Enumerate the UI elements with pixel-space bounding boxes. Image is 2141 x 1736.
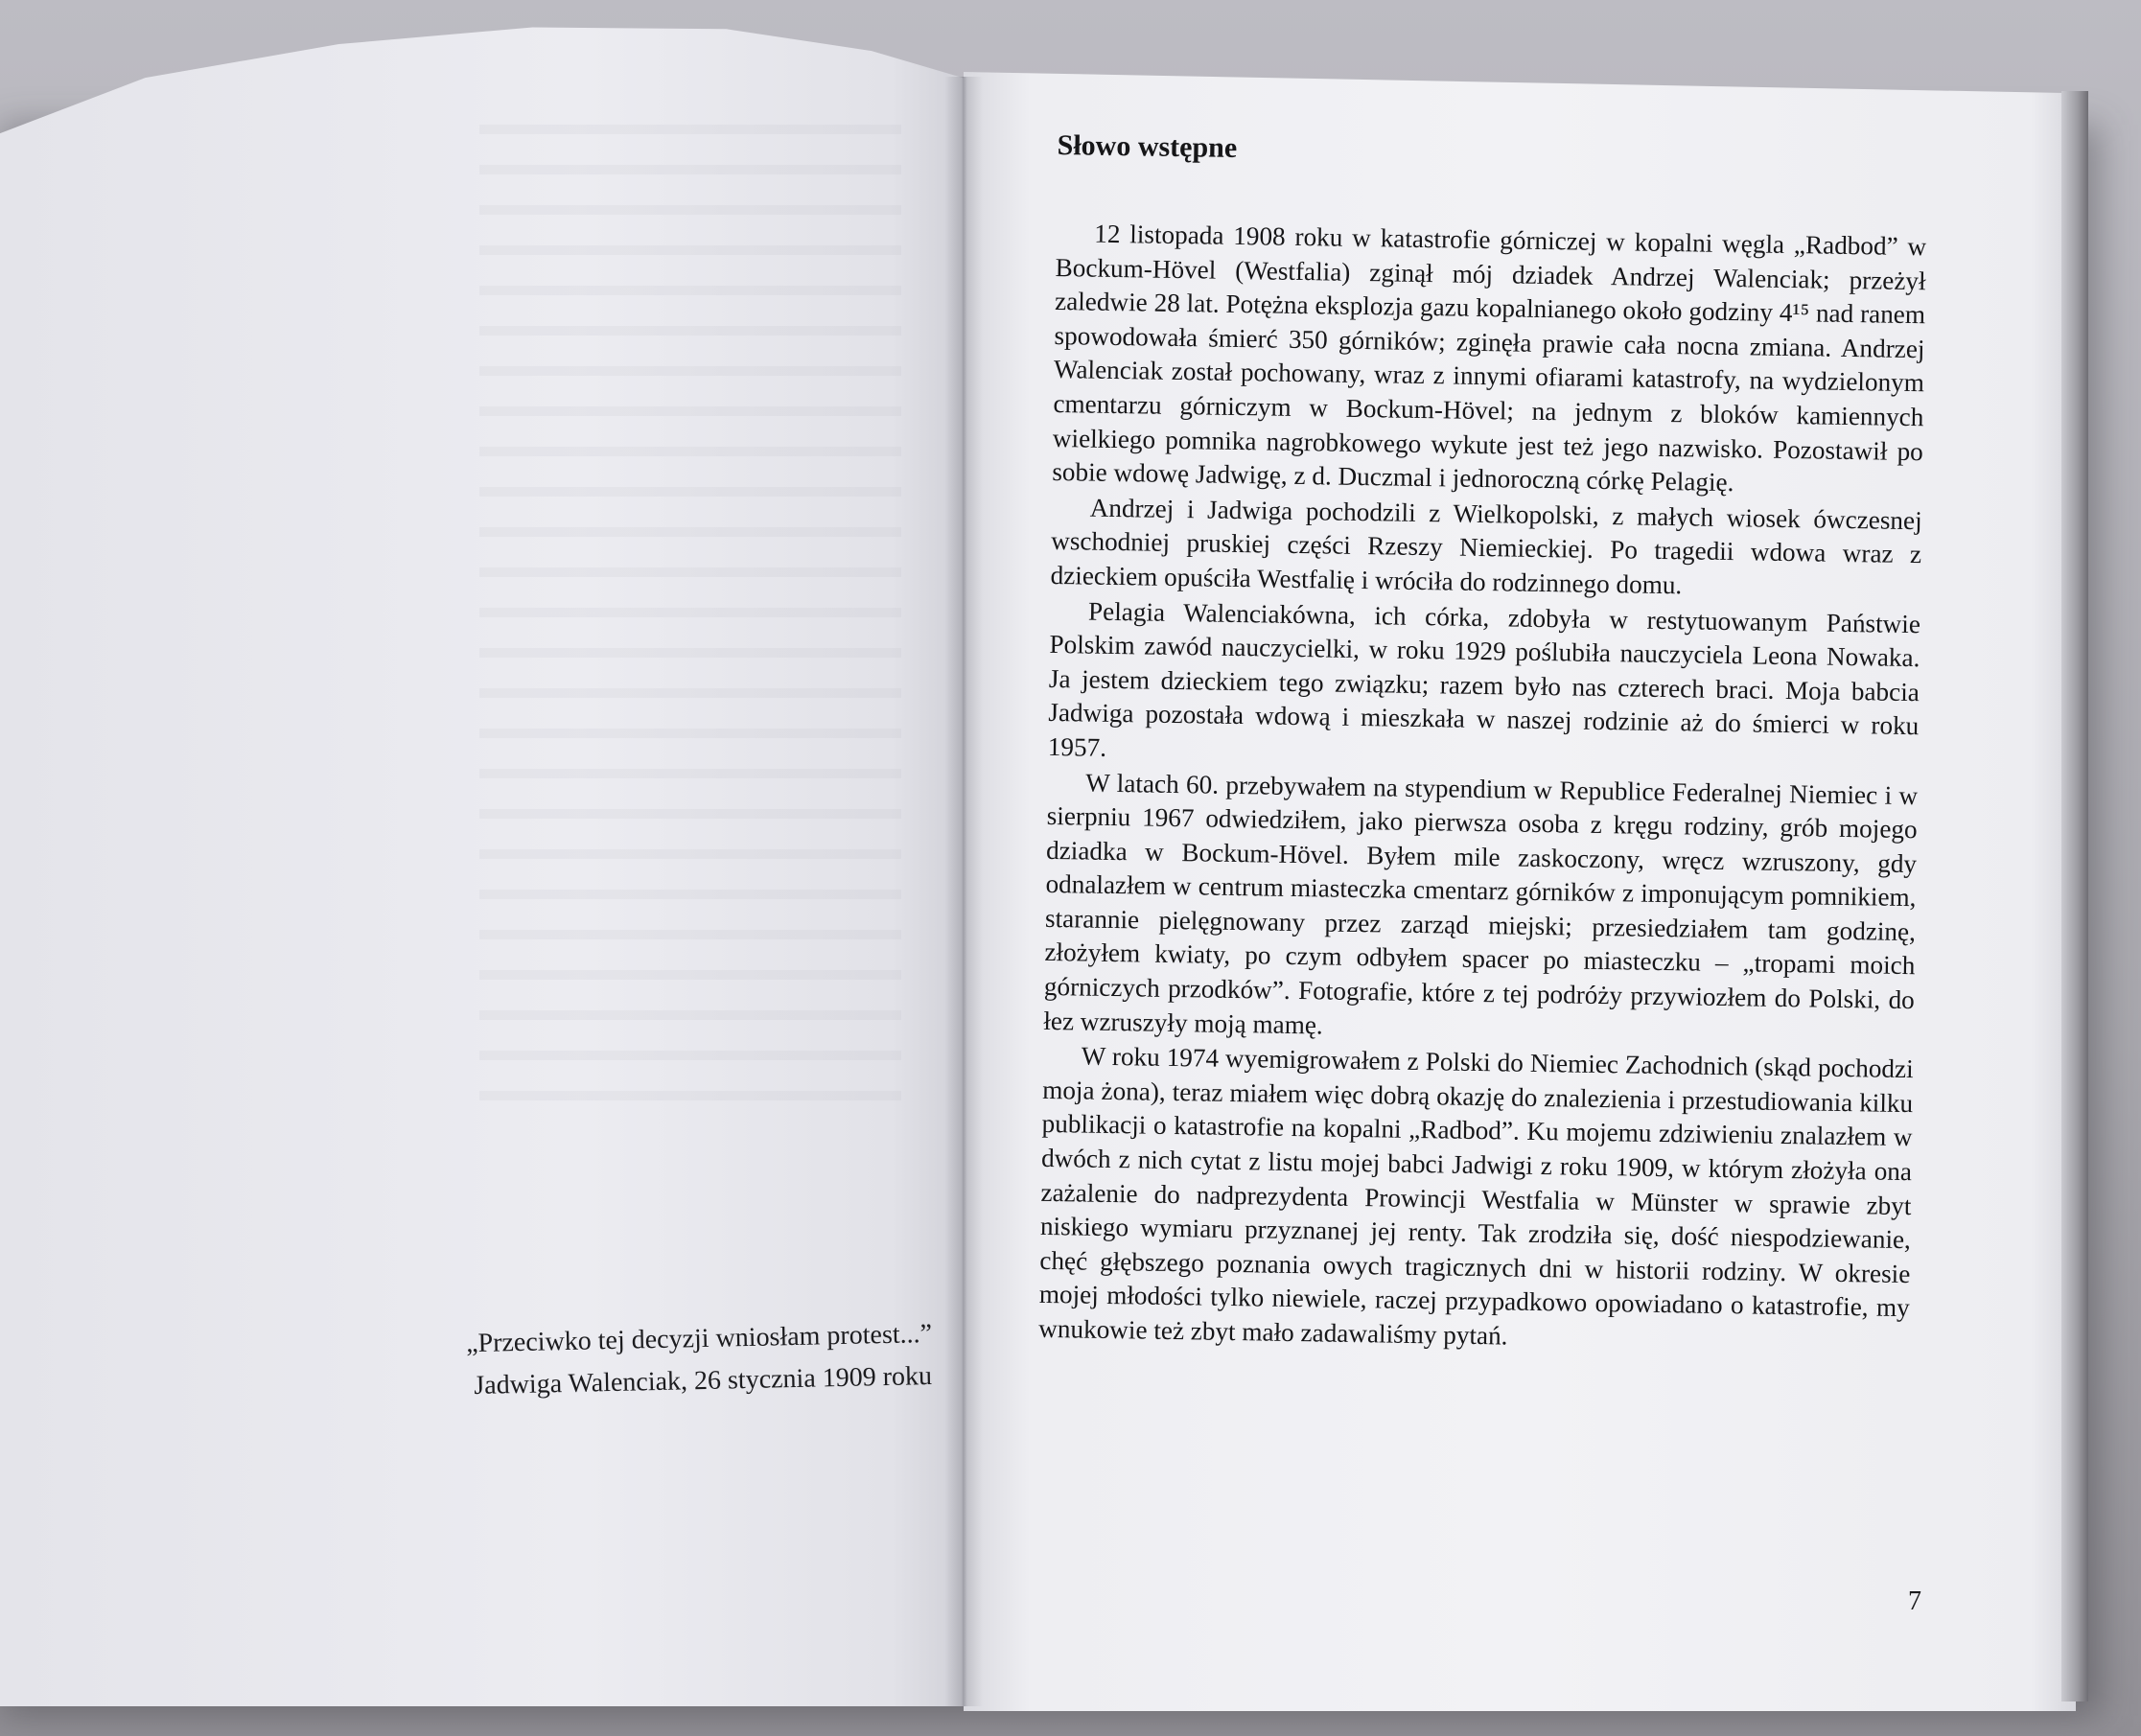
show-through-text	[479, 125, 901, 1131]
page-edges	[2061, 91, 2088, 1701]
page-number: 7	[1908, 1586, 1921, 1616]
paragraph: Pelagia Walenciakówna, ich córka, zdobyła w restytuowanym Państwie Polskim zawód nauczycielki, w roku 1929 poślubiła nauczyciela Leona Nowaka. Ja jestem dzieckiem tego związku; razem było nas czterech braci. Moja babcia Jadwiga pozostała wdową i mieszkała w naszej rodzinie aż do śmierci w roku 1957.	[1047, 596, 1921, 762]
epigraph	[357, 1313, 933, 1401]
paragraph: W latach 60. przebywałem na stypendium w Republice Federalnej Niemiec i w sierpniu 1967 odwiedziłem, jako pierwsza osoba z kręgu rodziny, grób mojego dziadka w Bockum-Hövel. Byłem mile zaskoczony, wręcz wzruszony, gdy odnalazłem w centrum miasteczka cmentarz górników z imponującym pomnikiem, starannie pielęgnowany przez zarząd miejski; przesiedziałem tam godzinę, złożyłem kwiaty, po czym odbyłem spacer po miasteczku – „tropami moich górniczych przodków”. Fotografie, które z tej podróży przywiozłem do Polski, do łez wzruszyły moją mamę.	[1043, 768, 1919, 1040]
epigraph-quote: „Przeciwko tej decyzji wniosłam protest...”	[465, 1319, 933, 1359]
paragraph: Andrzej i Jadwiga pochodzili z Wielkopolski, z małych wiosek ówczesnej wschodniej pruskiej części Rzeszy Niemieckiej. Po tragedii wdowa wraz z dzieckiem opuściła Westfalię i wróciła do rodzinnego domu.	[1050, 493, 1922, 600]
book-gutter	[944, 77, 983, 1706]
chapter-heading: Słowo wstępne	[1057, 128, 1238, 164]
foreword-text	[1038, 127, 1928, 1361]
paragraph: 12 listopada 1908 roku w katastrofie górniczej w kopalni węgla „Radbod” w Bockum-Hövel (Westfalia) zginął mój dziadek Andrzej Walenciak; przeżył zaledwie 28 lat. Potężna eksplozja gazu kopalnianego około godziny 4¹⁵ nad ranem spowodowała śmierć 350 górników; zginęła prawie cała nocna zmiana. Andrzej Walenciak został pochowany, wraz z innymi ofiarami katastrofy, na wydzielonym cmentarzu górniczym w Bockum-Hövel; na jednym z bloków kamiennych wielkiego pomnika nagrobkowego wykute jest też jego nazwisko. Pozostawił po sobie wdowę Jadwigę, z d. Duczmal i jednoroczną córkę Pelagię.	[1052, 219, 1927, 498]
paragraph: W roku 1974 wyemigrowałem z Polski do Niemiec Zachodnich (skąd pochodzi moja żona), teraz miałem więc dobrą okazję do znalezienia i przestudiowania kilku publikacji o katastrofie na kopalni „Radbod”. Ku mojemu zdziwieniu znalazłem w dwóch z nich cytat z listu mojej babci Jadwigi z roku 1909, w którym złożyła ona zażalenie do nadprezydenta Prowincji Westfalia w Münster w sprawie zbyt niskiego wymiaru przyznanej jej renty. Tak zrodziła się, dość niespodziewanie, chęć głębszego poznania owych tragicznych dni w historii rodziny. W okresie mojej młodości tylko niewiele, raczej przypadkowo opowiadano o katastrofie, my wnukowie też zbyt mało zadawaliśmy pytań.	[1038, 1041, 1914, 1351]
epigraph-attribution: Jadwiga Walenciak, 26 stycznia 1909 roku	[474, 1361, 933, 1401]
